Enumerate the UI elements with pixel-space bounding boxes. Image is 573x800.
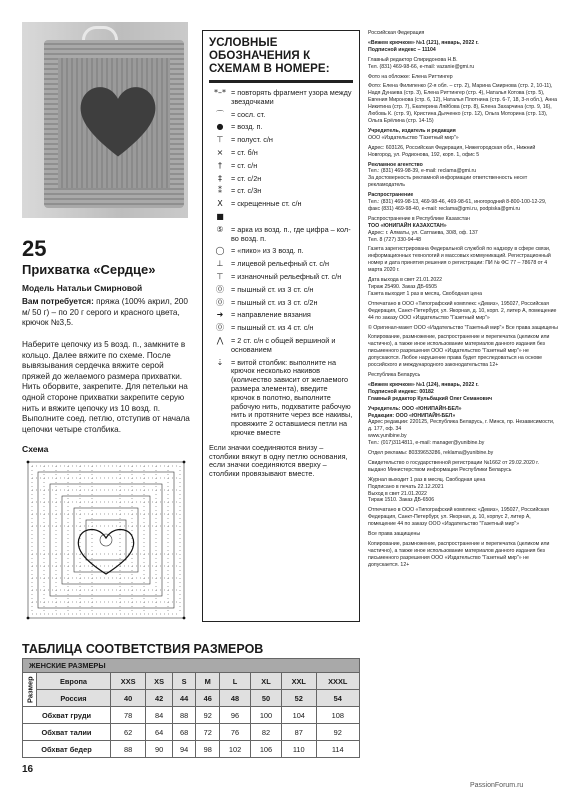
legend-note: Если значки соединяются внизу – столбики вяжут в одну петлю основания, если значки соединяются вверху – столбики провязывают вместе.: [209, 442, 348, 479]
legend-text: = «пико» из 3 возд. п.: [231, 246, 304, 256]
table-cell: 78: [111, 707, 146, 724]
address-ru: Адрес: 603126, Российская Федерация, Нижегородская обл., Нижний Новгород, ул. Родионова, 192, корп. 1, офис 5: [368, 144, 536, 158]
edition-by: «Вяжем крючком» №1 (124), январь, 2022 г. Подписной индекс: 00182 Главный редактор Кульбацкий Олег Семанович: [368, 381, 493, 402]
table-cell: XL: [251, 673, 282, 690]
legend-text: = ст. с/3н: [231, 186, 262, 196]
legend-item: [209, 200, 353, 209]
legend-symbol-icon: *–*: [214, 88, 226, 97]
table-cell: XXS: [111, 673, 146, 690]
row-label: Европа: [37, 673, 111, 690]
materials-label: Вам потребуется:: [22, 297, 94, 306]
potholder-photo: [22, 22, 188, 218]
copyright-note-ru: Копирование, размножение, распространение и перепечатка (целиком или частично), а также иное использование материалов данного издания без письменного разрешения ООО «Издательство "Газетный мир"» не допускаются. Любое нарушение права будет преследоваться на основе российского и международного законодательства 12+: [368, 334, 550, 369]
legend-symbol-icon: ⓪: [216, 284, 224, 294]
table-cell: 98: [196, 741, 220, 758]
legend-item: [209, 89, 353, 107]
row-label: Россия: [37, 690, 111, 707]
legend-item: [209, 299, 353, 308]
legend-symbol-icon: ⓪: [216, 297, 224, 307]
legend-symbol-icon: ⊥: [216, 259, 224, 269]
table-cell: 88: [172, 707, 196, 724]
table-cell: 64: [146, 724, 173, 741]
table-cell: 54: [316, 690, 359, 707]
table-cell: S: [172, 673, 196, 690]
size-table-section: ЖЕНСКИЕ РАЗМЕРЫ: [23, 659, 360, 673]
table-cell: 92: [316, 724, 359, 741]
page-number: 16: [22, 764, 34, 775]
table-cell: 114: [316, 741, 359, 758]
legend-text: = ст. б/н: [231, 147, 258, 157]
edition-ru: «Вяжем крючком» №1 (121), январь, 2022 г. Подписной индекс – 11104: [368, 39, 479, 53]
table-cell: 72: [196, 724, 220, 741]
legend-text: = возд. п.: [231, 122, 263, 132]
pattern-author: Модель Натальи Смирновой: [22, 283, 143, 293]
table-row: [23, 707, 360, 724]
legend-item: [209, 226, 353, 244]
row-label: Обхват бедер: [23, 741, 111, 758]
table-cell: XS: [146, 673, 173, 690]
table-row: [23, 690, 360, 707]
release-by: Журнал выходит 1 раз в месяц. Свободная цена Подписано в печать 22.12.2021 Выход в свет 21.01.2022 Тираж 1510. Заказ ДБ-6506: [368, 476, 486, 504]
table-cell: 42: [146, 690, 173, 707]
table-cell: L: [220, 673, 251, 690]
row-label: Обхват талии: [23, 724, 111, 741]
photo-credits: Фото: Елена Филипенко (2-я обл. – стр. 2), Марина Смирнова (стр. 2, 10-11), Надя Дунаева (стр. 3), Елена Риттингер (стр. 4), Наталья Котова (стр. 5), Евгения Миронова (стр. 6, 12), Наталья Плотнина (стр. 6-7, 18, 3-я обл.), Анна Никитина (стр. 7), Екатерина Ляйбова (стр. 8), Елена Захарчина (стр. 9, 16), Любовь К. (стр. 9), Кристина Дьяченко (стр. 12), Ольга Моторина (стр. 13), Ольга Ерёлина (стр. 14-15): [368, 83, 558, 124]
printed-ru: Отпечатано в ООО «Типографский комплекс «Девиз», 195027, Российская Федерация, Санкт-Петербург, ул. Якорная, д. 10, корп. 2, литер А, помещение 44 по заказу ООО «Издательство "Газетный мир"»: [368, 300, 557, 321]
copy-note-by: Копирование, размножение, распространение и перепечатка (целиком или частично), а также иное использование материалов данного издания без письменного разрешения ООО «Издательство "Газетный мир"» не допускается. 12+: [368, 541, 550, 568]
table-cell: 68: [172, 724, 196, 741]
ad-agency: Рекламное агентство Тел.: (831) 469-98-39, e-mail: reclama@gmi.ru За достоверность рекламной информации ответственность несет рекламодатель: [368, 161, 528, 189]
registration-by: Свидетельство о государственной регистрации №1662 от 29.02.2020 г. выдано Министерством информации Республики Беларусь: [368, 459, 539, 473]
legend-text: = лицевой рельефный ст. с/н: [231, 259, 330, 269]
legend-text: = 2 ст. с/н с общей вершиной и основанием: [231, 335, 336, 354]
legend-text: = ст. с/2н: [231, 173, 262, 183]
legend-text: = сосл. ст.: [231, 109, 266, 119]
instructions-text: Наберите цепочку из 5 возд. п., замкните в кольцо. Далее вяжите по схеме. После вывязывания сердечка вяжите серой пряжей до желаемого размера прихватки. Нить оборвите, закрепите. Для петельки на одной стороне прихватки закрепите серую нить и вяжите цепочку из 10 возд. п. Выполните соед. петлю, отступив от начала цепочки четыре столбика.: [22, 340, 190, 434]
pattern-number: 25: [22, 236, 47, 261]
copyright-ru: © Оригинал-макет ООО «Издательство "Газетный мир"» Все права защищены: [368, 324, 558, 331]
size-table-section-row: [23, 659, 360, 673]
founder-by: Учредитель: ООО «ЮНИПАЙН-БЕЛ» Редакция: ООО «ЮНИПАЙН-БЕЛ» Адрес редакции: 220125, Республика Беларусь, г. Минск, пр. Независимости, д. 177, оф. 34 www.yunibine.by Тел.: (017)3114811, e-mail: manager@yunibine.by: [368, 405, 555, 447]
legend-item: [209, 337, 353, 355]
legend-symbol-icon: ⋀: [216, 335, 224, 345]
table-cell: 90: [146, 741, 173, 758]
table-cell: 76: [220, 724, 251, 741]
table-row: [23, 741, 360, 758]
legend-item: [209, 213, 353, 222]
table-cell: M: [196, 673, 220, 690]
legend-symbol-icon: ➜: [216, 310, 224, 320]
legend-item: [209, 247, 353, 256]
legend-symbol-icon: ⓪: [216, 323, 224, 333]
legend-symbol-icon: ⊤: [216, 135, 224, 145]
legend-symbol-icon: ‡: [218, 173, 222, 183]
table-cell: XXXL: [316, 673, 359, 690]
table-cell: 104: [281, 707, 316, 724]
row-label: Обхват груди: [23, 707, 111, 724]
table-row: [23, 724, 360, 741]
legend-item: [209, 187, 353, 196]
table-cell: 94: [172, 741, 196, 758]
legend-item: [209, 123, 353, 132]
table-cell: 100: [251, 707, 282, 724]
legend-item: [209, 136, 353, 145]
legend-item: [209, 324, 353, 333]
table-cell: 52: [281, 690, 316, 707]
pattern-title: Прихватка «Сердце»: [22, 262, 156, 277]
table-cell: 50: [251, 690, 282, 707]
size-table-title: ТАБЛИЦА СООТВЕТСТВИЯ РАЗМЕРОВ: [22, 642, 264, 656]
registration-ru: Газета зарегистрирована Федеральной службой по надзору в сфере связи, информационных технологий и массовых коммуникаций. Регистрационный номер и дата принятия решения о регистрации: ПИ № ФС 77 – 78678 от 4 марта 2020 г.: [368, 246, 551, 274]
country-ru: Российская Федерация: [368, 30, 425, 36]
cover-photo: Фото на обложке: Елена Риттингер: [368, 73, 453, 80]
table-cell: 106: [251, 741, 282, 758]
table-cell: 40: [111, 690, 146, 707]
rights-by: Все права защищены: [368, 531, 421, 538]
legend-symbol-icon: ⌒: [216, 109, 224, 119]
razmer-label: Размер: [23, 673, 37, 707]
table-cell: XXL: [281, 673, 316, 690]
legend-item: [209, 175, 353, 184]
legend-text: = ст. с/н: [231, 160, 258, 170]
legend-symbol-icon: ◯: [215, 246, 225, 256]
legend-list: [209, 89, 353, 438]
legend-text: = витой столбик: выполните на крючок несколько накивов (количество зависит от желаемого размера элемента), введите крючок в полотно, выполните рабочую нить, подхватите рабочую нить и протяните через все накивы, провяжите 2 оставшиеся петли на крючке вместе: [231, 357, 353, 437]
size-table: [22, 658, 360, 758]
imprint-column: [368, 30, 558, 572]
table-cell: 102: [220, 741, 251, 758]
materials-text: пряжа (100% акрил, 200 м/ 50 г) – по 20 г серого и красного цвета, крючок №3,5.: [22, 297, 188, 328]
legend-item: [209, 273, 353, 282]
table-row: [23, 673, 360, 690]
release-ru: Дата выхода в свет 21.01.2022 Тираж 25490. Заказ ДБ-6505 Газета выходит 1 раз в месяц. Свободная цена: [368, 277, 482, 297]
legend-divider: [209, 80, 353, 83]
heart-motif: [70, 72, 166, 168]
table-cell: 88: [111, 741, 146, 758]
legend-symbol-icon: †: [218, 160, 222, 170]
legend-symbol-icon: ■: [216, 211, 224, 221]
legend-symbol-icon: Χ: [217, 199, 223, 209]
watermark: PassionForum.ru: [470, 782, 524, 789]
legend-box: [202, 30, 360, 622]
distribution-kz: Распространение в Республике Казахстан ТОО «ЮНИПАЙН КАЗАХСТАН» Адрес: г. Алматы, ул. Сатпаева, 30/8, оф. 137 Тел. 8 (727) 330-94-48: [368, 215, 478, 243]
legend-text: = арка из возд. п., где цифра – кол-во возд. п.: [231, 224, 351, 243]
table-cell: 108: [316, 707, 359, 724]
table-cell: 44: [172, 690, 196, 707]
legend-item: [209, 260, 353, 269]
legend-text: = пышный ст. из 4 ст. с/н: [231, 323, 314, 333]
crochet-scheme-diagram: [22, 456, 190, 624]
legend-symbol-icon: ⊤: [216, 271, 224, 281]
legend-symbol-icon: ●: [216, 122, 224, 132]
printed-by: Отпечатано в ООО «Типографский комплекс «Девиз», 195027, Российская Федерация, Санкт-Петербург, ул. Якорная, д. 10, корпус 2, литер А, помещение 44 по заказу ООО «Издательство "Газетный мир"»: [368, 507, 549, 528]
country-by: Республика Беларусь: [368, 371, 421, 378]
distribution-ru: Распространение Тел.: (831) 469-98-13, 469-98-46, 469-98-61, иногородний 8-800-100-12-29, факс (831) 469-98-40, e-mail: reclama@gmi.ru, podpiska@gmi.ru: [368, 192, 547, 212]
legend-text: = пышный ст. из 3 ст. с/н: [231, 284, 314, 294]
legend-item: [209, 359, 353, 438]
scheme-label: Схема: [22, 444, 49, 454]
legend-text: = повторять фрагмент узора между звездочками: [231, 88, 352, 106]
founder-ru: Учредитель, издатель и редакция ООО «Издательство "Газетный мир"»: [368, 127, 459, 141]
table-cell: 110: [281, 741, 316, 758]
legend-text: = пышный ст. из 3 ст. с/2н: [231, 297, 318, 307]
legend-item: [209, 111, 353, 120]
legend-symbol-icon: ⇣: [216, 357, 224, 367]
legend-title: УСЛОВНЫЕ ОБОЗНАЧЕНИЯ К СХЕМАМ В НОМЕРЕ:: [209, 37, 330, 75]
legend-text: = изнаночный рельефный ст. с/н: [231, 271, 342, 281]
legend-symbol-icon: ⁑: [218, 186, 222, 196]
materials-paragraph: [22, 297, 188, 329]
table-cell: 82: [251, 724, 282, 741]
legend-text: = направление вязания: [231, 310, 311, 320]
legend-item: [209, 149, 353, 158]
legend-item: [209, 311, 353, 320]
legend-text: = полуст. с/н: [231, 135, 273, 145]
legend-symbol-icon: ⑤: [216, 224, 224, 234]
legend-symbol-icon: ×: [216, 147, 224, 157]
table-cell: 96: [220, 707, 251, 724]
legend-item: [209, 286, 353, 295]
legend-text: = скрещенные ст. с/н: [231, 199, 302, 209]
table-cell: 84: [146, 707, 173, 724]
table-cell: 92: [196, 707, 220, 724]
table-cell: 87: [281, 724, 316, 741]
table-cell: 48: [220, 690, 251, 707]
table-cell: 46: [196, 690, 220, 707]
legend-item: [209, 162, 353, 171]
table-cell: 62: [111, 724, 146, 741]
ads-by: Отдел рекламы: 80339653286, reklama@yunibine.by: [368, 450, 494, 457]
chief-editor-ru: Главный редактор Спиридонова Н.В. Тел. (831) 469-98-66, e-mail: vazaniе@gmi.ru: [368, 56, 475, 70]
